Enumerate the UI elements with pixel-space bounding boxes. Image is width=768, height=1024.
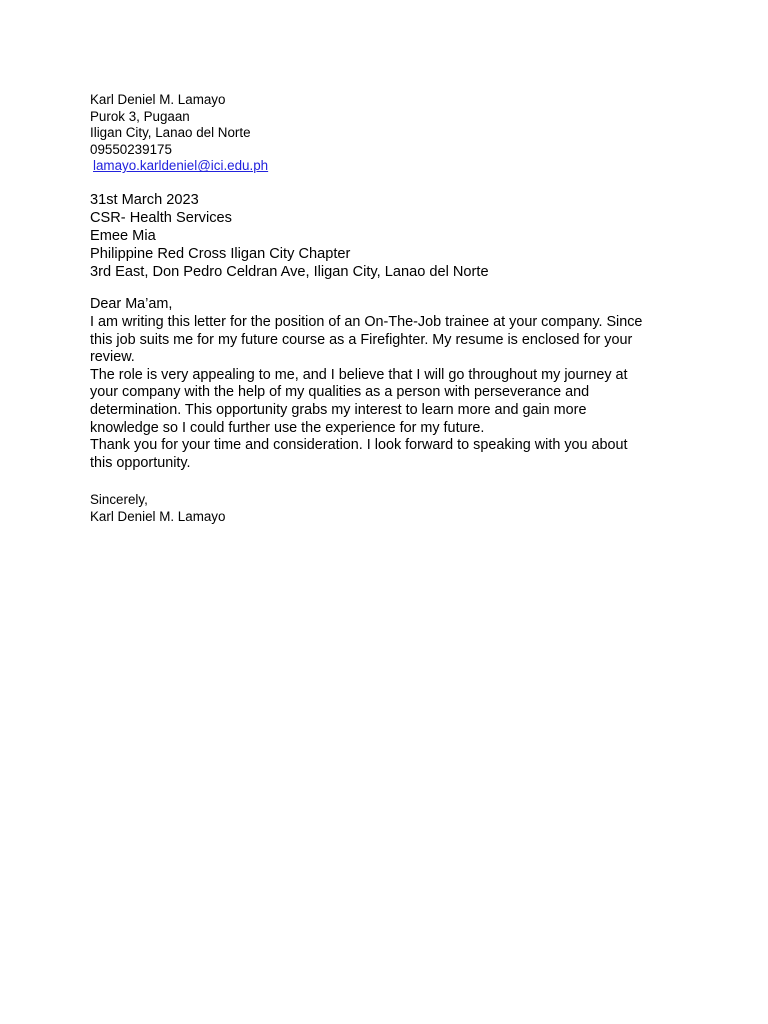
recipient-organization: Philippine Red Cross Iligan City Chapter: [90, 245, 351, 262]
sender-block: [90, 92, 690, 175]
letter-date: 31st March 2023: [90, 192, 199, 208]
sender-email-link[interactable]: lamayo.karldeniel@ici.edu.ph: [93, 158, 269, 174]
body-line: The role is very appealing to me, and I believe that I will go throughout my journey at: [90, 366, 628, 383]
body-line: this job suits me for my future course as a Firefighter. My resume is enclosed for your: [90, 331, 633, 348]
closing-block: [90, 491, 690, 525]
sender-email-line: [90, 158, 690, 175]
signature-name: Karl Deniel M. Lamayo: [90, 509, 226, 525]
letter-body: [90, 314, 680, 472]
body-line: Thank you for your time and consideration. I look forward to speaking with you about: [90, 437, 628, 454]
recipient-name: Emee Mia: [90, 227, 156, 244]
salutation: [90, 296, 690, 314]
salutation-text: Dear Ma’am,: [90, 296, 173, 312]
recipient-address: 3rd East, Don Pedro Celdran Ave, Iligan City, Lanao del Norte: [90, 263, 489, 280]
body-line: your company with the help of my qualities as a person with perseverance and: [90, 384, 590, 401]
recipient-block: [90, 192, 690, 282]
body-line: determination. This opportunity grabs my interest to learn more and gain more: [90, 401, 587, 418]
sender-phone: 09550239175: [90, 141, 172, 157]
sender-address-line2: Iligan City, Lanao del Norte: [90, 125, 251, 141]
recipient-department: CSR- Health Services: [90, 209, 232, 226]
body-line: review.: [90, 349, 135, 366]
sender-address-line1: Purok 3, Pugaan: [90, 108, 190, 124]
body-line: I am writing this letter for the position of an On-The-Job trainee at your company. Since: [90, 314, 643, 330]
body-line: this opportunity.: [90, 454, 191, 471]
body-line: knowledge so I could further use the experience for my future.: [90, 419, 485, 436]
sender-name: Karl Deniel M. Lamayo: [90, 92, 226, 107]
closing-text: Sincerely,: [90, 492, 148, 507]
